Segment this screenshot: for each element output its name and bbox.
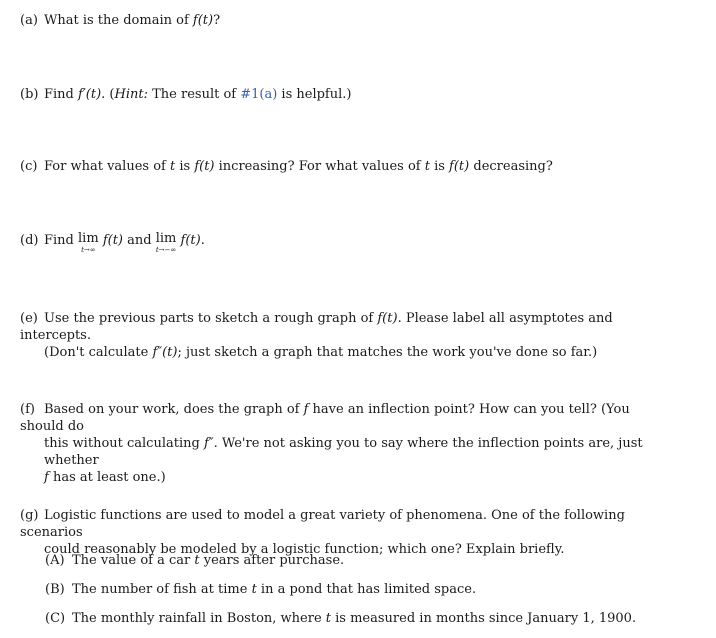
- math-variable: t: [424, 159, 430, 174]
- part-label: (g): [20, 508, 39, 523]
- math-expression: f(t): [102, 233, 123, 248]
- hint-label: Hint:: [114, 87, 148, 102]
- part-text: ; just sketch a graph that matches the work you've done so far.): [177, 345, 598, 360]
- part-text: What is the domain of: [44, 13, 193, 28]
- option-text: in a pond that has limited space.: [256, 582, 477, 597]
- part-text: is: [429, 159, 450, 174]
- part-text: increasing? For what values of: [214, 159, 425, 174]
- math-expression: f″(t): [152, 345, 178, 360]
- part-label: (f): [20, 402, 35, 417]
- question-part-f: [20, 401, 660, 486]
- part-text: . Please label all asymptotes and intercepts.: [20, 311, 613, 343]
- part-text: is helpful.): [277, 87, 352, 102]
- question-part-b: [20, 86, 660, 103]
- math-expression: f(t): [449, 159, 470, 174]
- option-text: years after purchase.: [199, 553, 345, 568]
- math-variable: t: [194, 553, 200, 568]
- limit-subscript: t→∞: [81, 246, 96, 254]
- math-expression: f(t): [180, 233, 201, 248]
- limit-operator: [78, 232, 99, 254]
- math-expression: f″: [203, 436, 214, 451]
- option-a: [45, 552, 685, 569]
- option-label: (B): [45, 582, 65, 597]
- part-text: .: [200, 233, 205, 248]
- part-text: For what values of: [44, 159, 170, 174]
- part-text: this without calculating: [44, 436, 204, 451]
- question-part-a: [20, 12, 660, 29]
- question-part-d: [20, 232, 660, 254]
- part-line: [20, 344, 660, 361]
- option-text: The monthly rainfall in Boston, where: [72, 611, 326, 626]
- math-variable: t: [325, 611, 332, 626]
- part-line: [20, 435, 660, 469]
- part-text: is: [175, 159, 195, 174]
- part-label: (a): [20, 13, 38, 28]
- part-text: . We're not asking you to say where the inflection points are, just whether: [44, 436, 643, 468]
- math-expression: f′(t): [78, 87, 102, 102]
- math-variable: f: [303, 402, 309, 417]
- part-text: Find: [44, 87, 79, 102]
- limit-word: lim: [155, 231, 177, 246]
- part-text: Use the previous parts to sketch a rough graph of: [44, 311, 378, 326]
- part-label: (b): [20, 87, 39, 102]
- part-label: (e): [20, 311, 38, 326]
- part-text: Logistic functions are used to model a great variety of phenomena. One of the following scenarios: [20, 508, 625, 540]
- option-text: The number of fish at time: [72, 582, 252, 597]
- math-variable: t: [169, 159, 176, 174]
- part-label: (d): [20, 233, 39, 248]
- option-label: (C): [45, 611, 66, 626]
- option-c: [45, 610, 685, 627]
- part-text: . (: [101, 87, 115, 102]
- part-text: decreasing?: [469, 159, 553, 174]
- part-text: could reasonably be modeled by a logistic function; which one? Explain briefly.: [44, 542, 565, 557]
- math-expression: f(t): [192, 13, 214, 28]
- limit-subscript: t→−∞: [155, 246, 177, 254]
- option-text: is measured in months since January 1, 1900.: [331, 611, 637, 626]
- math-variable: f: [44, 470, 49, 485]
- part-label: (c): [20, 159, 38, 174]
- question-part-e: [20, 310, 660, 361]
- part-text: The result of: [147, 87, 241, 102]
- part-text: and: [123, 233, 156, 248]
- question-part-g: [20, 507, 660, 558]
- math-expression: f(t): [377, 311, 398, 326]
- part-line: [20, 507, 660, 541]
- question-part-c: [20, 158, 660, 175]
- part-text: has at least one.): [48, 470, 166, 485]
- option-text: The value of a car: [72, 553, 195, 568]
- part-text: Find: [44, 233, 79, 248]
- part-text: Based on your work, does the graph of: [44, 402, 304, 417]
- math-variable: t: [251, 582, 257, 597]
- part-text: (Don't calculate: [44, 345, 153, 360]
- math-expression: f(t): [194, 159, 215, 174]
- option-label: (A): [45, 553, 65, 568]
- option-b: [45, 581, 685, 598]
- part-text: ?: [213, 13, 221, 28]
- problem-reference-link[interactable]: #1(a): [240, 87, 278, 102]
- part-text: have an inflection point? How can you tell? (You should do: [20, 402, 630, 434]
- part-line: [20, 469, 660, 486]
- part-line: [20, 310, 660, 344]
- limit-word: lim: [78, 231, 99, 246]
- part-line: [20, 401, 660, 435]
- limit-operator: [156, 232, 177, 254]
